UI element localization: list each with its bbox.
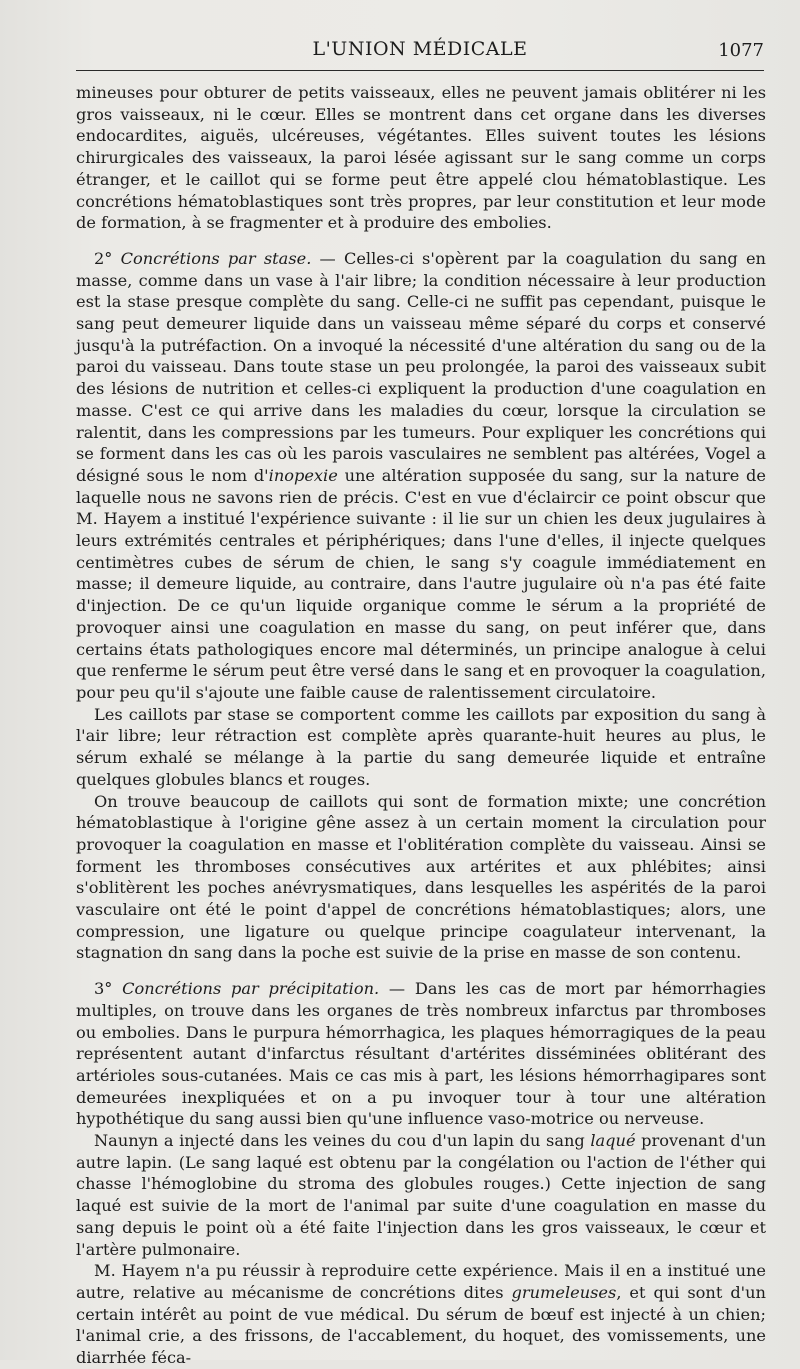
section-2-paragraph xyxy=(76,248,766,704)
header-rule xyxy=(76,70,764,71)
section-3-number: 3° xyxy=(94,979,113,999)
paragraph-6-text-b: provenant d'un autre lapin. (Le sang laqué est obtenu par la congélation ou l'action de l'éther qui chasse l'hémoglobine du stroma des globules rouges.) Cette injection de sang laqué est suivie de la mort de l'animal par suite d'une coagulation en masse du sang depuis le point où a été faite l'injection dans les gros vaisseaux, le cœur et l'artère pulmonaire. xyxy=(76,1131,766,1259)
paragraph-1: mineuses pour obturer de petits vaisseaux, elles ne peuvent jamais oblitérer ni les gros vaisseaux, ni le cœur. Elles se montrent dans cet organe dans les diverses endocardites, aiguës, ulcéreuses, végétantes. Elles suivent toutes les lésions chirurgicales des vaisseaux, la paroi lésée agissant sur le sang comme un corps étranger, et le caillot qui se forme peut être appelé clou hématoblastique. Les concrétions hématoblastiques sont très propres, par leur constitution et leur mode de formation, à se fragmenter et à produire des embolies. xyxy=(76,83,766,233)
section-3-paragraph xyxy=(76,978,766,1130)
paragraph-4: On trouve beaucoup de caillots qui sont de formation mixte; une concrétion hématoblastique à l'origine gêne assez à un certain moment la circulation pour provoquer la coagulation en masse et l'oblitération complète du vaisseau. Ainsi se forment les thromboses consécutives aux artérites et aux phlébites; ainsi s'oblitèrent les poches anévrysmatiques, dans lesquelles les aspérités de la paroi vasculaire ont été le point d'appel de concrétions hématoblastiques; alors, une compression, une ligature ou quelque principe coagulateur intervenant, la stagnation dn sang dans la poche est suivie de la prise en masse de son contenu. xyxy=(76,791,766,963)
paragraph-6 xyxy=(76,1130,766,1260)
paragraph-7 xyxy=(76,1260,766,1369)
section-3-text: — Dans les cas de mort par hémorrhagies multiples, on trouve dans les organes de très nombreux infarctus par thromboses ou embolies. Dans le purpura hémorrhagica, les plaques hémorragiques de la peau représentent autant d'infarctus résultant d'artérites disséminées oblitérant des artérioles sous-cutanées. Mais ce cas mis à part, les lésions hémorrhagipares sont demeurées inexpliquées et on a pu invoquer tour à tour une altération hypothétique du sang aussi bien qu'une influence vaso-motrice ou nerveuse. xyxy=(76,979,766,1129)
paragraph-3: Les caillots par stase se comportent comme les caillots par exposition du sang à l'air libre; leur rétraction est complète après quarante-huit heures au plus, le sérum exhalé se mélange à la partie du sang demeurée liquide et entraîne quelques globules blancs et rouges. xyxy=(76,704,766,789)
page-number: 1077 xyxy=(718,40,764,61)
body-text xyxy=(76,82,766,1369)
term-grumeleuses: grumeleuses xyxy=(511,1282,617,1302)
section-2-number: 2° xyxy=(94,248,113,268)
section-3-title: Concrétions par précipitation. xyxy=(122,979,380,999)
section-2-text-b: une altération supposée du sang, sur la nature de laquelle nous ne savons rien de précis. C'est en vue d'éclaircir ce point obscur que M. Hayem a institué l'expérience suivante : il lie sur un chien les deux jugulaires à leurs extrémités centrales et périphériques; dans l'une d'elles, il injecte quelques centimètres cubes de sérum de chien, le sang s'y coagule immédiatement en masse; il demeure liquide, au contraire, dans l'autre jugulaire où n'a pas été faite d'injection. De ce qu'un liquide organique comme le sérum a la propriété de provoquer ainsi une coagulation en masse du sang, on peut inférer que, dans certains états pathologiques encore mal déterminés, un principe analogue à celui que renferme le sérum peut être versé dans le sang et en provoquer la coagulation, pour peu qu'il s'ajoute une faible cause de ralentissement circulatoire. xyxy=(76,465,766,702)
term-inopexie: inopexie xyxy=(268,465,338,485)
paragraph-7-text-a: M. Hayem n'a pu réussir à reproduire cette expérience. Mais il en a institué une autre, relative au mécanisme de concrétions dites xyxy=(76,1261,766,1302)
term-laque: laqué xyxy=(590,1131,636,1151)
section-2-text-a: — Celles-ci s'opèrent par la coagulation du sang en masse, comme dans un vase à l'air libre; la condition nécessaire à leur production est la stase presque complète du sang. Celle-ci ne suffit pas cependant, puisque le sang peut demeurer liquide dans un vaisseau même séparé du corps et conservé jusqu'à la putréfaction. On a invoqué la nécessité d'une altération du sang ou de la paroi du vaisseau. Dans toute stase un peu prolongée, la paroi des vaisseaux subit des lésions de nutrition et celles-ci expliquent la production d'une coagulation en masse. C'est ce qui arrive dans les maladies du cœur, lorsque la circulation se ralentit, dans les compressions par les tumeurs. Pour expliquer les concrétions qui se forment dans les cas où les parois vasculaires ne semblent pas altérées, Vogel a désigné sous le nom d' xyxy=(76,248,766,485)
paragraph-7-text-b: , et qui sont d'un certain intérêt au point de vue médical. Du sérum de bœuf est injecté à un chien; l'animal crie, a des frissons, de l'accablement, du hoquet, des vomissements, une diarrhée féca- xyxy=(76,1282,766,1368)
running-title: L'UNION MÉDICALE xyxy=(312,38,528,60)
section-2-title: Concrétions par stase. xyxy=(120,248,312,268)
page-header xyxy=(76,34,764,70)
paragraph-6-text-a: Naunyn a injecté dans les veines du cou d'un lapin du sang xyxy=(94,1131,591,1151)
